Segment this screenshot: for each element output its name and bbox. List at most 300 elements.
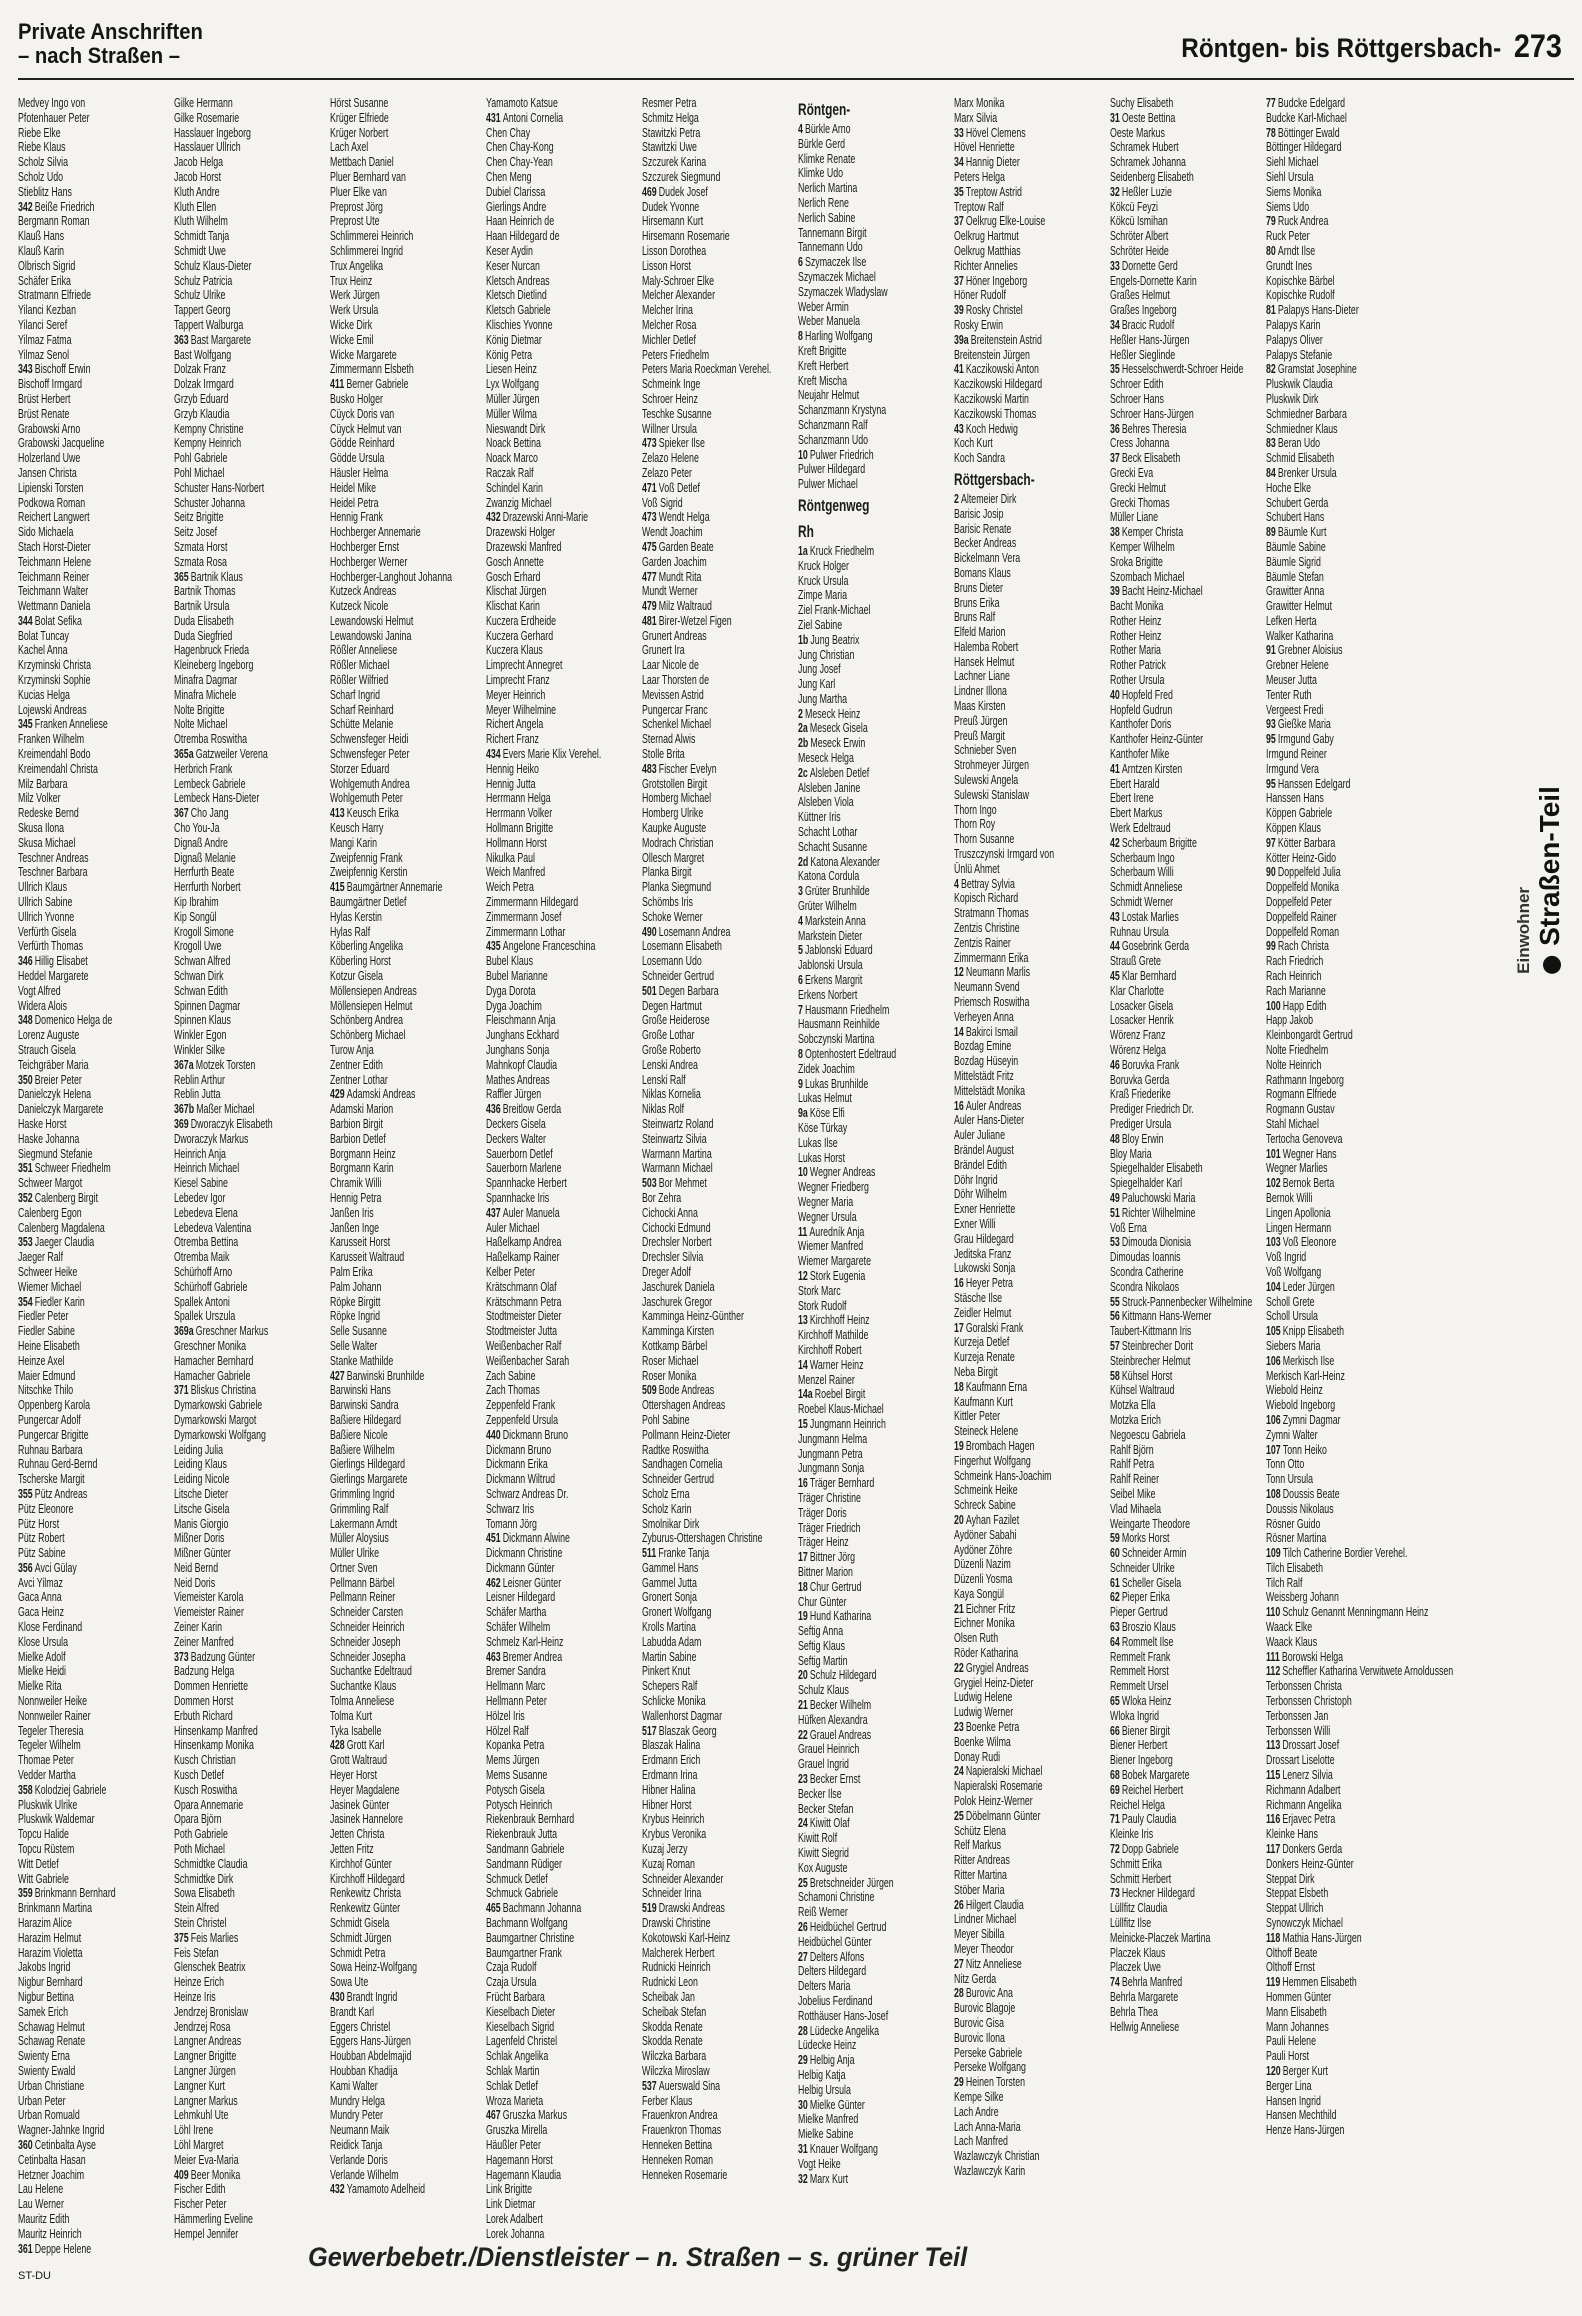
resident-name: Auler Juliane bbox=[954, 1128, 1005, 1143]
resident-entry bbox=[1266, 584, 1393, 599]
resident-name: Auler Andreas bbox=[965, 1098, 1022, 1113]
resident-entry bbox=[642, 1443, 769, 1458]
resident-name: Jetten Christa bbox=[330, 1827, 385, 1842]
resident-entry bbox=[954, 303, 1081, 318]
house-number: 36 bbox=[1110, 421, 1120, 436]
resident-entry bbox=[174, 111, 301, 126]
resident-name: Pulwer Michael bbox=[798, 477, 858, 492]
resident-name: Kaufmann Erna bbox=[965, 1379, 1028, 1394]
resident-name: Klimke Renate bbox=[798, 151, 856, 166]
resident-entry bbox=[174, 2079, 301, 2094]
resident-name: Schneider Josepha bbox=[330, 1649, 406, 1664]
resident-entry bbox=[330, 2034, 457, 2049]
resident-entry bbox=[174, 1709, 301, 1724]
resident-entry bbox=[954, 1927, 1081, 1942]
resident-entry bbox=[1266, 1295, 1393, 1310]
resident-entry bbox=[1266, 1502, 1393, 1517]
resident-entry bbox=[642, 1117, 769, 1132]
resident-entry bbox=[174, 688, 301, 703]
resident-entry bbox=[1110, 1650, 1237, 1665]
resident-name: Krätschmann Petra bbox=[486, 1294, 562, 1309]
resident-entry bbox=[1266, 643, 1393, 658]
house-number: 37 bbox=[1110, 451, 1120, 466]
resident-entry bbox=[798, 462, 925, 477]
resident-name: Delters Hildegard bbox=[798, 1964, 867, 1979]
house-number: 12 bbox=[798, 1268, 808, 1283]
resident-name: Lukas Helmut bbox=[798, 1091, 852, 1106]
resident-entry bbox=[486, 1842, 613, 1857]
resident-name: Ruhnau Barbara bbox=[18, 1442, 83, 1457]
resident-entry bbox=[18, 318, 145, 333]
resident-entry bbox=[486, 732, 613, 747]
resident-entry bbox=[1266, 111, 1393, 126]
resident-entry bbox=[642, 1176, 769, 1191]
resident-name: Leisner Günter bbox=[502, 1575, 562, 1590]
resident-name: Bremer Sandra bbox=[486, 1664, 546, 1679]
resident-entry bbox=[798, 943, 925, 958]
resident-entry bbox=[1110, 1679, 1237, 1694]
house-number: 21 bbox=[798, 1698, 808, 1713]
resident-entry bbox=[1266, 1635, 1393, 1650]
resident-name: Schlak Detlef bbox=[486, 2078, 538, 2093]
house-number: 509 bbox=[642, 1383, 657, 1398]
resident-name: Rother Patrick bbox=[1110, 658, 1166, 673]
resident-entry bbox=[18, 570, 145, 585]
resident-name: Hillig Elisabet bbox=[34, 954, 88, 969]
resident-name: Drawski Andreas bbox=[658, 1901, 725, 1916]
resident-name: Schramek Johanna bbox=[1110, 155, 1186, 170]
directory-column bbox=[954, 96, 1081, 2256]
resident-name: Weich Petra bbox=[486, 880, 534, 895]
resident-name: Renkewitz Günter bbox=[330, 1901, 401, 1916]
resident-entry bbox=[954, 1572, 1081, 1587]
resident-entry bbox=[1110, 1531, 1237, 1546]
resident-entry bbox=[174, 274, 301, 289]
resident-entry bbox=[18, 2168, 145, 2183]
house-number: 432 bbox=[486, 510, 501, 525]
resident-entry bbox=[174, 1028, 301, 1043]
resident-name: Szymaczek Ilse bbox=[805, 255, 867, 270]
resident-name: Spiegelhalder Elisabeth bbox=[1110, 1161, 1203, 1176]
resident-name: Adamski Andreas bbox=[346, 1087, 416, 1102]
resident-entry bbox=[174, 1872, 301, 1887]
resident-entry bbox=[642, 1768, 769, 1783]
resident-name: Schäfer Martha bbox=[486, 1605, 547, 1620]
resident-entry bbox=[954, 2164, 1081, 2179]
resident-name: Waack Elke bbox=[1266, 1620, 1313, 1635]
resident-entry bbox=[798, 448, 925, 463]
resident-name: Vogt Heike bbox=[798, 2156, 841, 2171]
house-number: 41 bbox=[954, 362, 964, 377]
resident-name: Grebner Aloisius bbox=[1277, 643, 1343, 658]
resident-entry bbox=[798, 2024, 925, 2039]
resident-entry bbox=[798, 574, 925, 589]
resident-entry bbox=[1266, 747, 1393, 762]
resident-name: Jacob Horst bbox=[174, 169, 222, 184]
resident-entry bbox=[174, 1842, 301, 1857]
resident-name: Schlimmerei Heinrich bbox=[330, 229, 414, 244]
resident-name: Franken Wilhelm bbox=[18, 732, 85, 747]
house-number: 358 bbox=[18, 1782, 33, 1797]
resident-entry bbox=[954, 877, 1081, 892]
resident-name: Sandhagen Cornelia bbox=[642, 1457, 723, 1472]
house-number: 24 bbox=[954, 1764, 964, 1779]
resident-name: Rother Ursula bbox=[1110, 673, 1165, 688]
resident-name: Gruszka Markus bbox=[502, 2108, 567, 2123]
resident-entry bbox=[1266, 1783, 1393, 1798]
resident-entry bbox=[1266, 969, 1393, 984]
resident-name: Dickmann Günter bbox=[486, 1560, 555, 1575]
resident-name: Tonn Ursula bbox=[1266, 1472, 1314, 1487]
resident-entry bbox=[330, 1013, 457, 1028]
resident-name: Voß Eleonore bbox=[1282, 1235, 1337, 1250]
resident-name: Kökcü Feyzi bbox=[1110, 199, 1159, 214]
resident-name: Kempny Christine bbox=[174, 421, 244, 436]
resident-name: Schmidt Jürgen bbox=[330, 1930, 392, 1945]
house-number: 475 bbox=[642, 539, 657, 554]
house-number: 113 bbox=[1266, 1738, 1281, 1753]
resident-entry bbox=[330, 303, 457, 318]
resident-entry bbox=[174, 1487, 301, 1502]
resident-name: Scherbaum Willi bbox=[1110, 865, 1174, 880]
resident-entry bbox=[1266, 1517, 1393, 1532]
resident-entry bbox=[798, 588, 925, 603]
resident-name: Ritter Andreas bbox=[954, 1853, 1010, 1868]
resident-entry bbox=[18, 1457, 145, 1472]
resident-name: Sauerborn Marlene bbox=[486, 1161, 562, 1176]
resident-entry bbox=[1266, 1990, 1393, 2005]
resident-entry bbox=[1266, 703, 1393, 718]
house-number: 432 bbox=[330, 2182, 345, 2197]
resident-entry bbox=[174, 422, 301, 437]
resident-entry bbox=[1266, 185, 1393, 200]
resident-name: Richert Angela bbox=[486, 717, 544, 732]
resident-entry bbox=[18, 1413, 145, 1428]
resident-name: Schamoni Christine bbox=[798, 1890, 875, 1905]
house-number: 27 bbox=[954, 1956, 964, 1971]
resident-name: Gilke Hermann bbox=[174, 96, 233, 110]
resident-entry bbox=[330, 910, 457, 925]
resident-entry bbox=[18, 555, 145, 570]
resident-entry bbox=[954, 1261, 1081, 1276]
resident-name: Doussis Nikolaus bbox=[1266, 1501, 1334, 1516]
resident-entry bbox=[18, 2197, 145, 2212]
house-number: 91 bbox=[1266, 643, 1276, 658]
resident-entry bbox=[18, 214, 145, 229]
resident-name: Kiwitt Rolf bbox=[798, 1831, 838, 1846]
resident-entry bbox=[330, 2138, 457, 2153]
resident-entry bbox=[1110, 1191, 1237, 1206]
resident-name: Bürkle Arno bbox=[805, 122, 851, 136]
resident-name: Struck-Pannenbecker Wilhelmine bbox=[1121, 1294, 1253, 1309]
resident-entry bbox=[18, 673, 145, 688]
resident-entry bbox=[1266, 1191, 1393, 1206]
resident-entry bbox=[18, 1605, 145, 1620]
resident-entry bbox=[1266, 318, 1393, 333]
resident-name: Bürkle Gerd bbox=[798, 136, 846, 151]
resident-entry bbox=[486, 1916, 613, 1931]
resident-name: Dignaß Melanie bbox=[174, 850, 236, 865]
resident-name: Döhr Ingrid bbox=[954, 1172, 998, 1187]
resident-entry bbox=[798, 418, 925, 433]
resident-entry bbox=[798, 929, 925, 944]
resident-name: Kiesel Sabine bbox=[174, 1176, 228, 1191]
resident-name: Irmgund Reiner bbox=[1266, 747, 1327, 762]
resident-name: Danielczyk Margarete bbox=[18, 1102, 104, 1117]
resident-name: Minafra Dagmar bbox=[174, 673, 238, 688]
resident-entry bbox=[1110, 1590, 1237, 1605]
resident-entry bbox=[642, 1191, 769, 1206]
resident-entry bbox=[1110, 1798, 1237, 1813]
resident-name: Bruns Dieter bbox=[954, 580, 1003, 595]
resident-entry bbox=[174, 1043, 301, 1058]
resident-name: Junghans Sonja bbox=[486, 1043, 550, 1057]
resident-name: Suchantke Klaus bbox=[330, 1679, 397, 1694]
resident-name: Meseck Gisela bbox=[809, 721, 868, 736]
resident-name: Henneken Bettina bbox=[642, 2137, 713, 2152]
resident-name: Hellwig Anneliese bbox=[1110, 2019, 1180, 2034]
resident-name: Irmgund Gaby bbox=[1277, 732, 1334, 747]
resident-name: Happ Edith bbox=[1282, 998, 1327, 1013]
resident-entry bbox=[798, 1239, 925, 1254]
resident-entry bbox=[1266, 717, 1393, 732]
resident-entry bbox=[954, 1187, 1081, 1202]
resident-name: Siehl Michael bbox=[1266, 155, 1319, 170]
resident-name: Biener Herbert bbox=[1110, 1738, 1168, 1753]
resident-name: Pluskwik Dirk bbox=[1266, 391, 1319, 406]
resident-name: Teichmann Walter bbox=[18, 584, 89, 599]
resident-name: Wiebold Ingeborg bbox=[1266, 1398, 1336, 1413]
resident-name: Gaca Heinz bbox=[18, 1605, 65, 1620]
resident-entry bbox=[486, 274, 613, 289]
resident-name: Hellmann Marc bbox=[486, 1679, 546, 1694]
resident-name: Kutzeck Nicole bbox=[330, 599, 389, 614]
resident-name: Löhl Irene bbox=[174, 2123, 214, 2138]
resident-name: Chen Meng bbox=[486, 169, 532, 184]
resident-name: Krolls Martina bbox=[642, 1620, 696, 1635]
resident-entry bbox=[486, 540, 613, 555]
resident-name: Rahlf Björn bbox=[1110, 1442, 1154, 1457]
resident-entry bbox=[954, 1616, 1081, 1631]
resident-name: Kruck Friedhelm bbox=[809, 543, 875, 558]
resident-name: Große Lothar bbox=[642, 1028, 695, 1043]
resident-name: Urban Peter bbox=[18, 2093, 66, 2108]
resident-name: Keusch Harry bbox=[330, 821, 384, 836]
resident-name: Tertocha Genoveva bbox=[1266, 1131, 1343, 1146]
resident-name: Turow Anja bbox=[330, 1043, 374, 1057]
resident-name: Hilgert Claudia bbox=[965, 1897, 1024, 1912]
resident-name: Schweer Friedhelm bbox=[34, 1161, 111, 1176]
resident-entry bbox=[1266, 2123, 1393, 2138]
resident-name: Zelazo Helene bbox=[642, 451, 699, 466]
resident-name: Feis Stefan bbox=[174, 1945, 219, 1960]
resident-name: Düzenli Nazim bbox=[954, 1557, 1011, 1572]
resident-name: Kox Auguste bbox=[798, 1860, 848, 1875]
resident-entry bbox=[330, 1931, 457, 1946]
street-name: Röntgen- bbox=[798, 100, 851, 119]
resident-name: Negoescu Gabriela bbox=[1110, 1427, 1186, 1442]
resident-name: Gammel Jutta bbox=[642, 1575, 697, 1590]
resident-entry bbox=[954, 2105, 1081, 2120]
resident-name: Poth Gabriele bbox=[174, 1827, 228, 1842]
resident-name: Schawag Helmut bbox=[18, 2019, 85, 2034]
resident-name: Schoke Werner bbox=[642, 909, 703, 924]
resident-name: Liesen Heinz bbox=[486, 362, 537, 377]
resident-entry bbox=[330, 126, 457, 141]
resident-name: Stolle Brita bbox=[642, 747, 685, 762]
resident-entry bbox=[798, 810, 925, 825]
resident-name: Widera Alois bbox=[18, 998, 67, 1013]
resident-name: Budcke Edelgard bbox=[1277, 96, 1346, 110]
resident-entry bbox=[798, 1550, 925, 1565]
resident-entry bbox=[642, 895, 769, 910]
resident-entry bbox=[1110, 2005, 1237, 2020]
resident-name: Greschner Markus bbox=[195, 1324, 269, 1339]
resident-entry bbox=[330, 643, 457, 658]
resident-name: Grau Hildegard bbox=[954, 1231, 1014, 1246]
resident-name: Chen Chay-Yean bbox=[486, 155, 553, 170]
resident-entry bbox=[1110, 1709, 1237, 1724]
resident-name: Röpke Birgitt bbox=[330, 1294, 381, 1309]
resident-entry bbox=[798, 181, 925, 196]
resident-entry bbox=[798, 359, 925, 374]
resident-entry bbox=[18, 1946, 145, 1961]
resident-name: Topcu Halide bbox=[18, 1827, 69, 1842]
resident-entry bbox=[18, 1738, 145, 1753]
resident-name: Mems Susanne bbox=[486, 1768, 548, 1783]
resident-name: Seibel Mike bbox=[1110, 1486, 1156, 1501]
resident-entry bbox=[174, 303, 301, 318]
resident-name: Barwinski Hans bbox=[330, 1383, 391, 1398]
resident-entry bbox=[174, 496, 301, 511]
resident-name: Frücht Barbara bbox=[486, 1990, 545, 2004]
resident-name: Mundt Rita bbox=[658, 569, 702, 584]
resident-name: Hövel Clemens bbox=[965, 125, 1026, 140]
resident-name: Schmiedner Barbara bbox=[1266, 406, 1347, 421]
resident-name: Kempe Silke bbox=[954, 2089, 1004, 2104]
resident-entry bbox=[954, 1202, 1081, 1217]
resident-entry bbox=[486, 2094, 613, 2109]
resident-entry bbox=[954, 699, 1081, 714]
resident-name: Kotzur Gisela bbox=[330, 969, 383, 984]
resident-name: Schacht Lothar bbox=[798, 825, 858, 840]
resident-entry bbox=[642, 200, 769, 215]
resident-entry bbox=[174, 1206, 301, 1221]
house-number: 27 bbox=[798, 1949, 808, 1964]
resident-name: Mittelstädt Fritz bbox=[954, 1069, 1014, 1083]
resident-entry bbox=[174, 673, 301, 688]
resident-name: Malcherek Herbert bbox=[642, 1945, 715, 1960]
resident-entry bbox=[642, 362, 772, 377]
resident-entry bbox=[486, 2153, 613, 2168]
resident-name: Bartnik Klaus bbox=[190, 569, 243, 584]
resident-name: Brüst Renate bbox=[18, 406, 70, 421]
resident-name: Heidel Mike bbox=[330, 480, 377, 495]
resident-name: Köberling Angelika bbox=[330, 939, 404, 954]
resident-entry bbox=[798, 1876, 925, 1891]
resident-entry bbox=[642, 925, 769, 940]
resident-entry bbox=[1110, 1028, 1237, 1043]
resident-entry bbox=[954, 1853, 1081, 1868]
resident-name: Steinwartz Roland bbox=[642, 1116, 714, 1131]
resident-entry bbox=[1266, 333, 1393, 348]
resident-name: Stahl Michael bbox=[1266, 1116, 1319, 1131]
resident-name: Nikulka Paul bbox=[486, 850, 535, 865]
resident-name: Schürhoff Gabriele bbox=[174, 1279, 248, 1294]
resident-name: Müller Jürgen bbox=[486, 391, 540, 406]
resident-name: Thorn Susanne bbox=[954, 832, 1015, 847]
resident-entry bbox=[798, 1624, 925, 1639]
resident-name: Pellmann Bärbel bbox=[330, 1575, 395, 1590]
resident-entry bbox=[18, 1827, 145, 1842]
resident-name: Reidick Tanja bbox=[330, 2137, 383, 2152]
resident-entry bbox=[798, 1491, 925, 1506]
resident-entry bbox=[1266, 1280, 1393, 1295]
resident-entry bbox=[174, 2212, 301, 2227]
resident-entry bbox=[330, 1087, 457, 1102]
resident-entry bbox=[798, 1461, 925, 1476]
resident-entry bbox=[798, 1047, 925, 1062]
resident-entry bbox=[174, 1857, 301, 1872]
resident-entry bbox=[1110, 1294, 1253, 1310]
house-number: 69 bbox=[1110, 1782, 1120, 1797]
resident-name: Stratmann Elfriede bbox=[18, 288, 92, 303]
resident-entry bbox=[18, 1753, 145, 1768]
resident-name: Kieselbach Dieter bbox=[486, 2004, 556, 2019]
resident-entry bbox=[1110, 1073, 1237, 1088]
resident-name: Borowski Helga bbox=[1281, 1649, 1344, 1664]
resident-entry bbox=[330, 821, 457, 836]
resident-name: Calenberg Magdalena bbox=[18, 1220, 105, 1235]
resident-entry bbox=[798, 1639, 925, 1654]
resident-name: Drazewski Manfred bbox=[486, 539, 562, 554]
resident-entry bbox=[642, 1783, 769, 1798]
resident-entry bbox=[330, 1309, 457, 1324]
resident-name: Cüyck Doris van bbox=[330, 406, 395, 421]
resident-entry bbox=[642, 1872, 769, 1887]
resident-name: Lukowski Sonja bbox=[954, 1261, 1016, 1276]
resident-entry bbox=[330, 777, 457, 792]
resident-name: Lebedeva Elena bbox=[174, 1205, 238, 1220]
resident-entry bbox=[486, 510, 613, 525]
resident-name: Reichel Herbert bbox=[1121, 1782, 1184, 1797]
resident-name: Baßiere Hildegard bbox=[330, 1412, 402, 1427]
resident-entry bbox=[486, 1561, 613, 1576]
house-number: 477 bbox=[642, 569, 657, 584]
resident-name: Kaczikowski Anton bbox=[965, 362, 1039, 377]
resident-entry bbox=[1266, 555, 1393, 570]
resident-name: Becker Ernst bbox=[809, 1772, 861, 1787]
resident-name: Heinze Axel bbox=[18, 1353, 65, 1368]
resident-entry bbox=[1110, 1842, 1237, 1857]
resident-entry bbox=[330, 2153, 457, 2168]
house-number: 4 bbox=[954, 876, 959, 891]
resident-name: Placzek Klaus bbox=[1110, 1945, 1166, 1960]
resident-name: Dopp Gabriele bbox=[1121, 1842, 1179, 1857]
resident-name: Schmitz Helga bbox=[642, 110, 699, 125]
resident-name: Zentner Edith bbox=[330, 1057, 383, 1072]
resident-entry bbox=[642, 510, 769, 525]
house-number: 16 bbox=[954, 1276, 964, 1291]
resident-entry bbox=[798, 1136, 925, 1151]
resident-entry bbox=[486, 555, 613, 570]
resident-entry bbox=[798, 152, 925, 167]
resident-name: Scondra Catherine bbox=[1110, 1264, 1184, 1279]
house-number: 22 bbox=[954, 1660, 964, 1675]
resident-entry bbox=[954, 111, 1081, 126]
resident-entry bbox=[174, 1946, 301, 1961]
resident-name: Doppelfeld Julia bbox=[1277, 865, 1341, 880]
